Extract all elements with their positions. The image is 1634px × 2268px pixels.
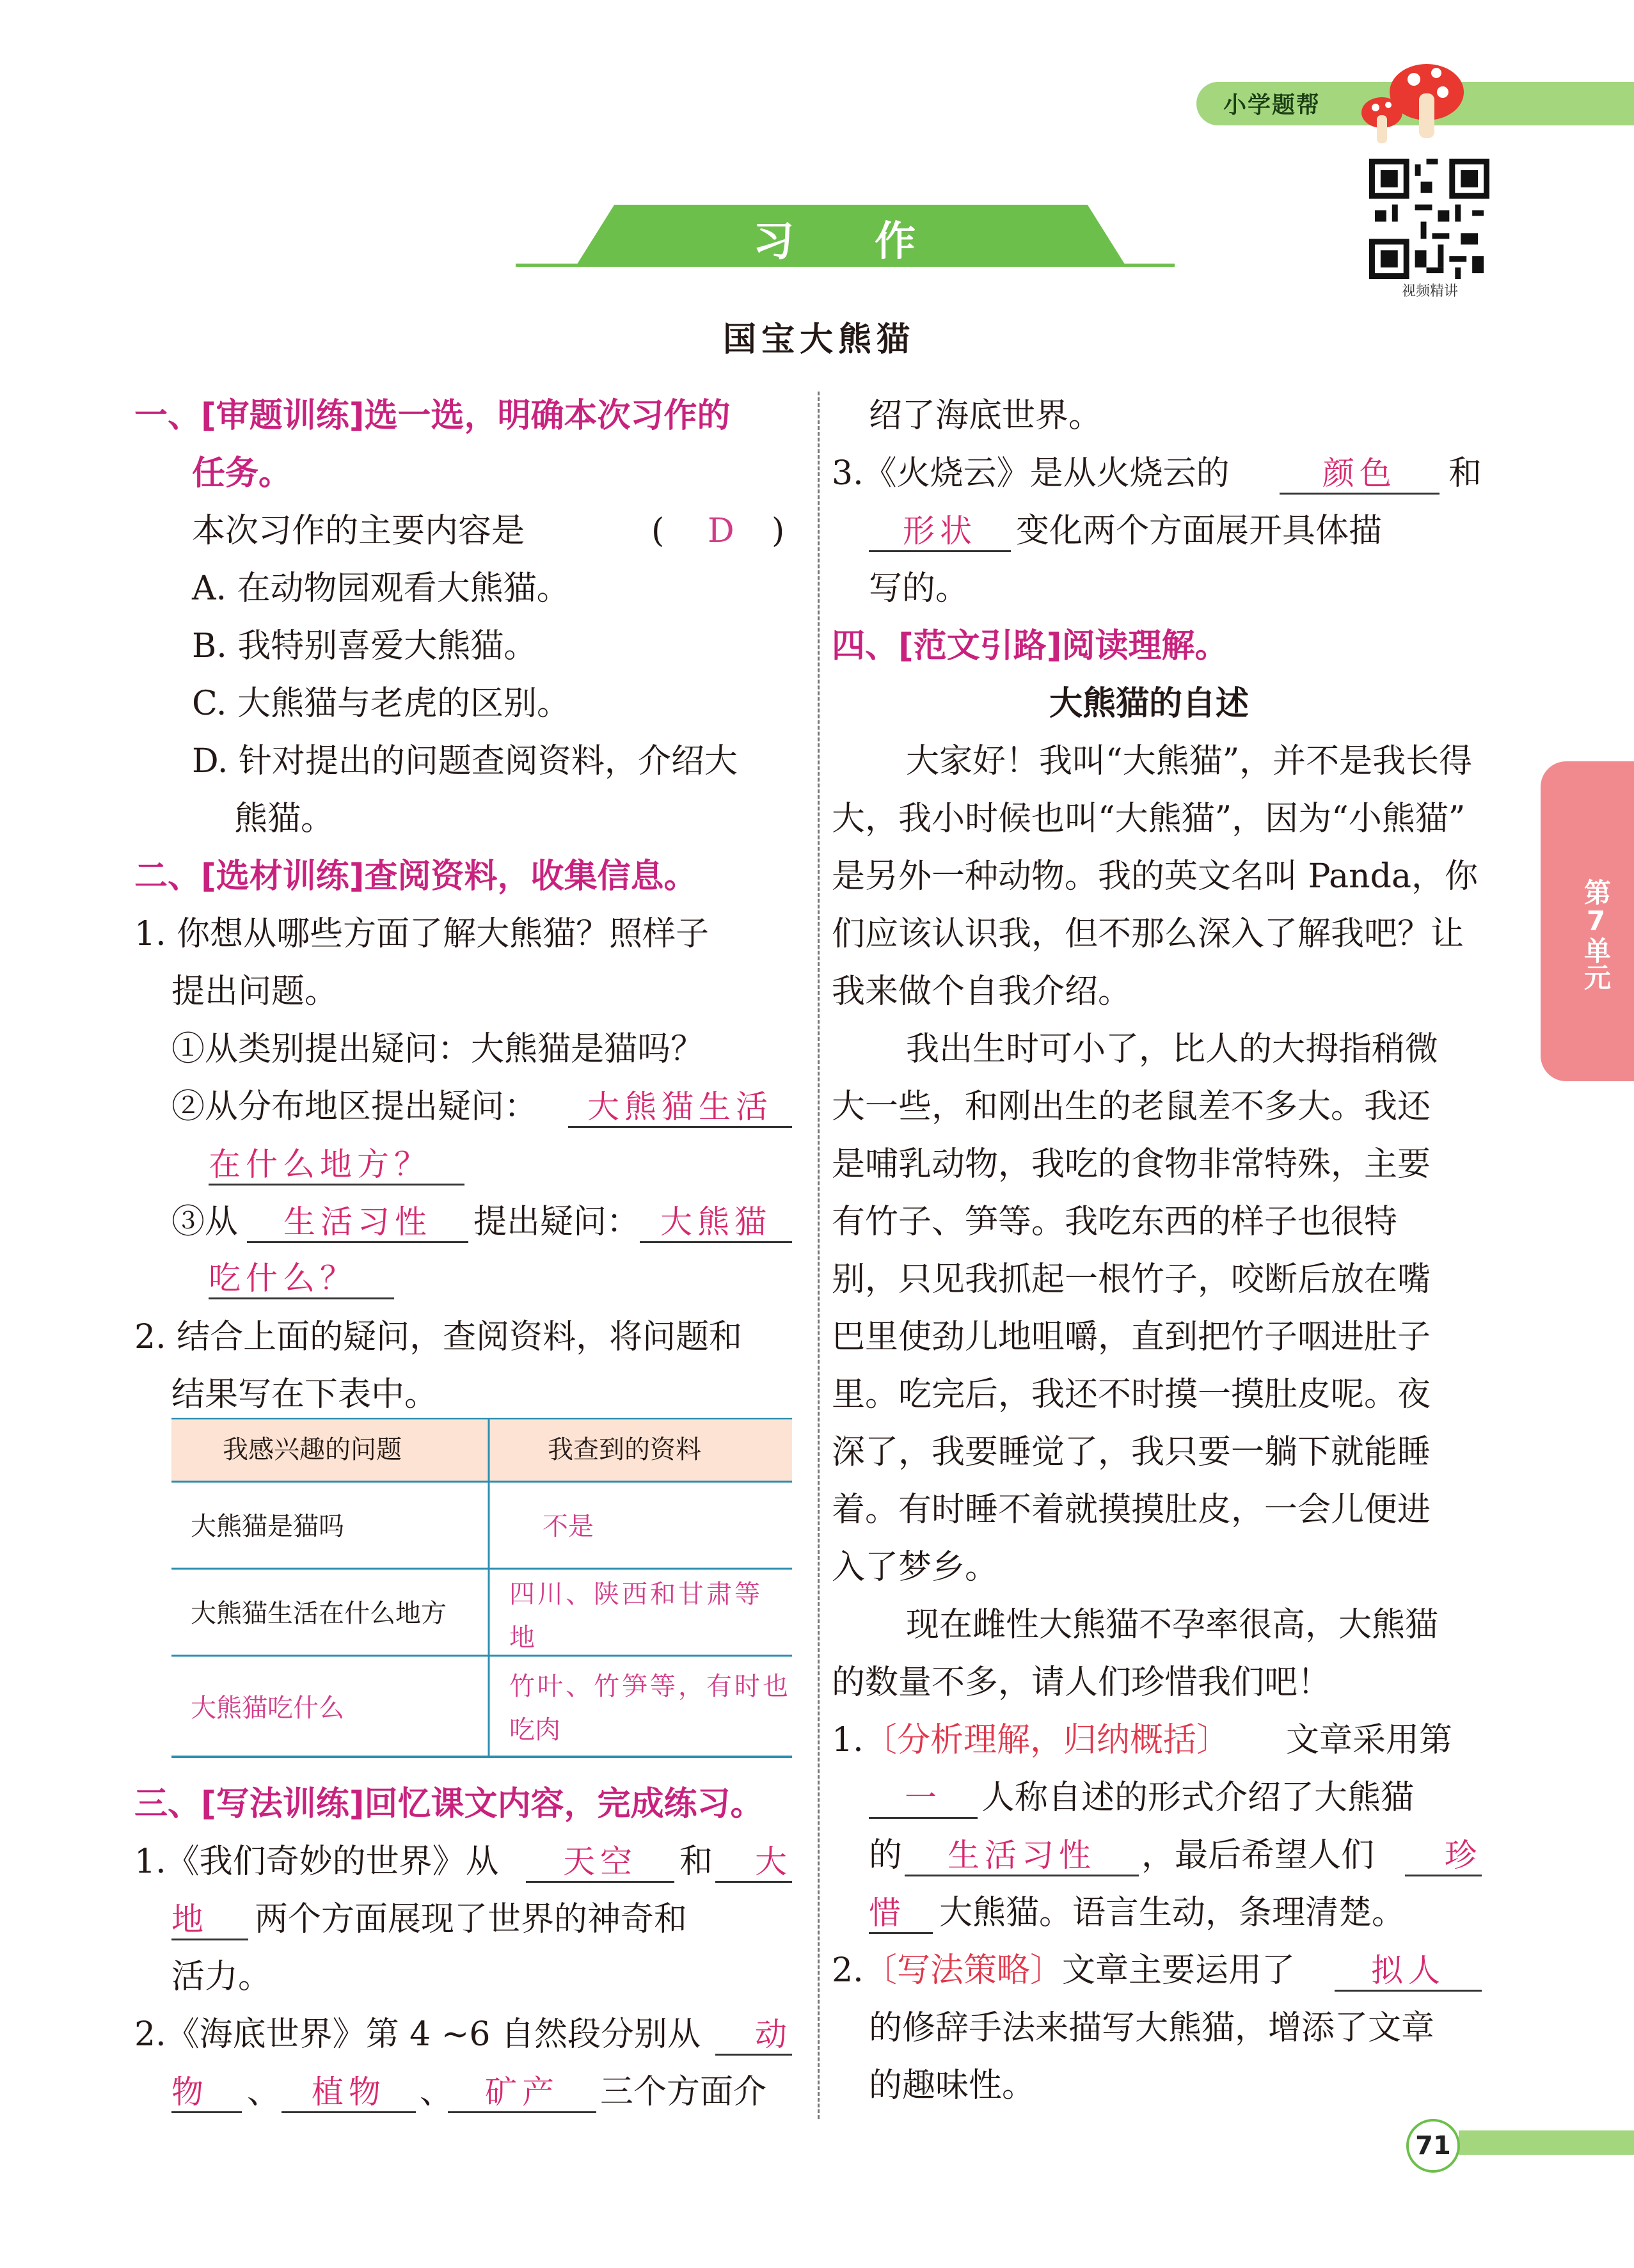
part2-q1: 1. 你想从哪些方面了解大熊猫？照样子 [134,915,710,953]
q1-blank-earth-cont: 地 [171,1900,248,1940]
part2-item3-prefix: ③从 [171,1203,239,1241]
part3-q2-sep2: 、 [420,2073,454,2111]
mushroom-icon [1356,54,1471,150]
article-line: 大一些，和刚出生的老鼠差不多大。我还 [832,1088,1431,1126]
q1-blank-cherish: 珍 [1405,1836,1482,1876]
part2-item2: ②从分布地区提出疑问： [171,1088,538,1126]
part2-q1-cont: 提出问题。 [171,972,338,1011]
qr-code-icon[interactable] [1369,159,1489,279]
table-row2-answer-cont: 地 [509,1623,535,1653]
q1-blank-person: 一 [869,1779,978,1819]
article-line: 是哺乳动物，我吃的食物非常特殊，主要 [832,1145,1431,1184]
article-line: 的数量不多，请人们珍惜我们吧！ [832,1663,1331,1702]
part2-q2-cont: 结果写在下表中。 [171,1376,438,1414]
article-line: 深了，我要睡觉了，我只要一躺下就能睡 [832,1433,1431,1471]
option-a: A. 在动物园观看大熊猫。 [192,569,570,608]
part1-heading: 一、[审题训练]选一选，明确本次习作的 [134,397,731,435]
article-line: 大家好！我叫“大熊猫”，并不是我长得 [906,742,1473,781]
part4-q1-a: 文章采用第 [1286,1721,1453,1759]
q1-blank-sky: 天空 [526,1843,674,1883]
q2-blank-minerals: 矿产 [448,2073,596,2113]
part4-q1-c-pre: 的 [869,1836,903,1875]
table-row3-answer-cont: 吃肉 [509,1715,560,1745]
part4-q1-num: 1. [832,1721,864,1759]
part3-q1-prefix: 1.《我们奇妙的世界》从 [134,1843,499,1881]
part4-q2-c: 的趣味性。 [869,2066,1036,2105]
article-line: 们应该认识我，但不那么深入了解我吧？让 [832,915,1464,953]
table-row3-question: 大熊猫吃什么 [191,1693,344,1723]
article-title: 大熊猫的自述 [1049,685,1249,723]
q2-blank-personification: 拟人 [1335,1951,1482,1992]
part1-answer: D [708,512,734,550]
option-b: B. 我特别喜爱大熊猫。 [192,627,537,665]
article-line: 现在雌性大熊猫不孕率很高，大熊猫 [906,1606,1439,1644]
part3-q3-prefix: 3.《火烧云》是从火烧云的 [832,454,1230,493]
unit-label: 第7单元 [1580,878,1612,990]
page-number: 71 [1406,2119,1460,2173]
table-row2-answer: 四川、陕西和甘肃等 [509,1580,763,1609]
part3-q3-and: 和 [1448,454,1482,493]
article-line: 里。吃完后，我还不时摸一摸肚皮呢。夜 [832,1376,1431,1414]
part3-q1-end: 活力。 [171,1958,272,1996]
option-c: C. 大熊猫与老虎的区别。 [192,685,570,723]
part4-q1-b: 人称自述的形式介绍了大熊猫 [981,1779,1415,1817]
item3-answer-cont: 吃什么？ [209,1259,394,1299]
part4-q1-tag: 〔分析理解，归纳概括〕 [864,1721,1230,1759]
article-line: 别，只见我抓起一根竹子，咬断后放在嘴 [832,1260,1431,1299]
item3-blank: 生活习性 [247,1203,468,1243]
part3-q3-end: 写的。 [869,569,969,608]
item3-answer: 大熊猫 [640,1203,792,1243]
table-header-question: 我感兴趣的问题 [223,1435,402,1464]
column-divider [818,392,820,2119]
article-line: 我出生时可小了，比人的大拇指稍微 [906,1030,1439,1068]
section-title: 习 作 [752,218,949,266]
part3-q2-end: 绍了海底世界。 [869,397,1102,435]
part3-q1-and: 和 [679,1843,713,1881]
brand-name: 小学题帮 [1223,92,1321,118]
option-d: D. 针对提出的问题查阅资料，介绍大 [192,742,738,781]
part4-q2-tag: 〔写法策略〕 [864,1951,1064,1990]
table-row1-question: 大熊猫是猫吗 [191,1512,344,1541]
bracket-left: ( [651,512,665,550]
part4-heading: 四、[范文引路]阅读理解。 [832,627,1228,665]
item2-answer-cont: 在什么地方？ [209,1145,464,1186]
article-line: 我来做个自我介绍。 [832,972,1132,1011]
part1-question: 本次习作的主要内容是 [192,512,525,550]
article-line: 是另外一种动物。我的英文名叫 Panda，你 [832,857,1478,896]
part2-item1: ①从类别提出疑问：大熊猫是猫吗？ [171,1030,704,1068]
part3-q3-rest: 变化两个方面展开具体描 [1016,512,1383,550]
part2-item3-mid: 提出疑问： [473,1203,640,1241]
part4-q2-a: 文章主要运用了 [1062,1951,1296,1990]
part1-heading-cont: 任务。 [192,454,292,493]
page-number-bar [1459,2130,1634,2155]
q2-blank-animals: 动 [715,2015,792,2056]
option-d-cont: 熊猫。 [234,800,335,838]
part3-q2-prefix: 2.《海底世界》第 4 ~6 自然段分别从 [134,2015,701,2054]
part3-q1-rest: 两个方面展现了世界的神奇和 [255,1900,688,1939]
article-line: 着。有时睡不着就摸摸肚皮，一会儿便进 [832,1491,1431,1529]
q2-blank-plants: 植物 [282,2073,416,2113]
part3-heading: 三、[写法训练]回忆课文内容，完成练习。 [134,1785,764,1823]
part3-q2-sep1: 、 [247,2073,281,2111]
q1-blank-habits: 生活习性 [905,1836,1139,1876]
qr-caption: 视频精讲 [1401,283,1458,299]
q1-blank-cherish-cont: 惜 [869,1894,933,1934]
part4-q2-b: 的修辞手法来描写大熊猫，增添了文章 [869,2009,1435,2047]
article-line: 有竹子、笋等。我吃东西的样子也很特 [832,1203,1398,1241]
q3-blank-color: 颜色 [1280,454,1440,495]
part4-q2-num: 2. [832,1951,864,1990]
article-line: 巴里使劲儿地咀嚼，直到把竹子咽进肚子 [832,1318,1431,1356]
q3-blank-shape: 形状 [869,512,1011,552]
table-row2-question: 大熊猫生活在什么地方 [191,1599,447,1628]
q1-blank-earth: 大 [715,1843,792,1883]
bracket-right: ) [772,512,785,550]
table-header-answer: 我查到的资料 [548,1435,701,1464]
part2-heading: 二、[选材训练]查阅资料，收集信息。 [134,857,697,896]
part3-q2-rest: 三个方面介 [600,2073,767,2111]
part2-q2: 2. 结合上面的疑问，查阅资料，将问题和 [134,1318,743,1356]
q2-blank-animals-cont: 物 [171,2073,242,2113]
essay-title: 国宝大熊猫 [722,320,915,359]
table-row3-answer: 竹叶、竹笋等，有时也 [509,1672,791,1701]
part4-q1-d: 大熊猫。语言生动，条理清楚。 [939,1894,1406,1932]
article-line: 大，我小时候也叫“大熊猫”，因为“小熊猫” [832,800,1466,838]
item2-answer: 大熊猫生活 [568,1088,792,1128]
part4-q1-c-mid: ，最后希望人们 [1141,1836,1375,1875]
table-row1-answer: 不是 [543,1512,594,1541]
article-line: 入了梦乡。 [832,1548,999,1587]
